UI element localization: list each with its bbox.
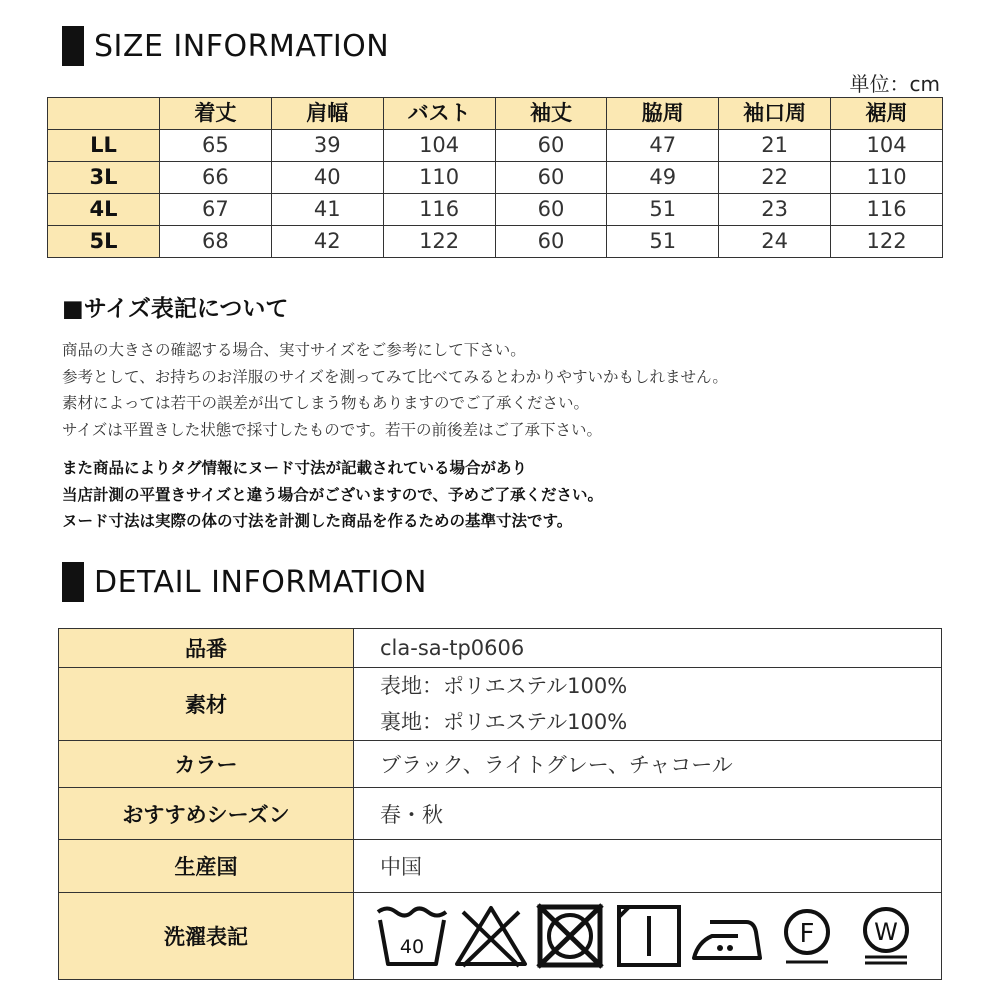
size-cell: 104 (831, 130, 943, 162)
size-header-cell: バスト (383, 98, 495, 130)
table-row (59, 741, 942, 788)
size-cell: 66 (160, 162, 272, 194)
section-marker (62, 562, 84, 602)
size-cell: 49 (607, 162, 719, 194)
size-cell: 65 (160, 130, 272, 162)
size-label: 3L (48, 162, 160, 194)
table-row (48, 130, 943, 162)
table-row (59, 840, 942, 893)
table-row (59, 788, 942, 840)
size-header-cell: 裾周 (831, 98, 943, 130)
table-row (48, 162, 943, 194)
note-bold-line: 当店計測の平置きサイズと違う場合がございますので、予めご了承ください。 (62, 485, 603, 504)
size-cell: 40 (271, 162, 383, 194)
size-cell: 110 (831, 162, 943, 194)
size-cell: 116 (831, 194, 943, 226)
wet-clean-letter: W (874, 918, 898, 946)
note-line: 素材によっては若干の誤差が出てしまう物もありますのでご了承ください。 (62, 394, 590, 412)
size-cell: 122 (383, 226, 495, 258)
season-label: おすすめシーズン (59, 788, 354, 840)
size-cell: 60 (495, 162, 607, 194)
no-bleach-icon (453, 902, 529, 970)
size-cell: 51 (607, 226, 719, 258)
product-number-label: 品番 (59, 629, 354, 668)
note-bold-line: ヌード寸法は実際の体の寸法を計測した商品を作るための基準寸法です。 (62, 512, 573, 530)
table-row (48, 194, 943, 226)
size-cell: 116 (383, 194, 495, 226)
size-header-cell: 袖丈 (495, 98, 607, 130)
size-cell: 22 (719, 162, 831, 194)
dry-clean-letter: F (799, 919, 815, 949)
size-notes (62, 337, 728, 443)
season-value: 春・秋 (354, 788, 942, 840)
dry-clean-f-icon (769, 902, 845, 970)
table-row (59, 629, 942, 668)
size-cell: 122 (831, 226, 943, 258)
iron-low-icon (690, 902, 766, 970)
color-label: カラー (59, 741, 354, 788)
size-cell: 42 (271, 226, 383, 258)
wash-temp-text: 40 (399, 936, 425, 958)
detail-section-header (62, 562, 427, 602)
size-cell: 60 (495, 130, 607, 162)
table-row (48, 226, 943, 258)
wash-40-icon (374, 902, 450, 970)
origin-value: 中国 (354, 840, 942, 893)
size-header-cell: 袖口周 (719, 98, 831, 130)
material-label: 素材 (59, 668, 354, 741)
size-label: LL (48, 130, 160, 162)
size-cell: 104 (383, 130, 495, 162)
size-cell: 68 (160, 226, 272, 258)
note-line: 商品の大きさの確認する場合、実寸サイズをご参考にして下さい。 (62, 341, 526, 359)
note-line: サイズは平置きした状態で採寸したものです。若干の前後差はご了承下さい。 (62, 420, 603, 439)
size-section-header (62, 26, 389, 66)
size-cell: 47 (607, 130, 719, 162)
size-header-cell: 脇周 (607, 98, 719, 130)
material-lining: 裏地：ポリエステル100% (380, 710, 628, 734)
size-cell: 110 (383, 162, 495, 194)
no-tumble-dry-icon (532, 902, 608, 970)
product-number-value: cla-sa-tp0606 (354, 629, 942, 668)
table-row (59, 668, 942, 741)
color-value: ブラック、ライトグレー、チャコール (354, 741, 942, 788)
section-marker (62, 26, 84, 66)
size-cell: 24 (719, 226, 831, 258)
size-label: 4L (48, 194, 160, 226)
material-outer: 表地：ポリエステル100% (380, 674, 628, 698)
size-cell: 23 (719, 194, 831, 226)
size-table-header-row (48, 98, 943, 130)
detail-table (58, 628, 942, 980)
table-row (59, 893, 942, 980)
nude-size-notes (62, 455, 603, 535)
unit-label: 単位：cm (849, 72, 940, 96)
size-header-cell: 着丈 (160, 98, 272, 130)
note-bold-line: また商品によりタグ情報にヌード寸法が記載されている場合があり (62, 459, 528, 477)
detail-section-title: DETAIL INFORMATION (94, 564, 427, 600)
material-value (354, 668, 942, 741)
size-notes-title: ■サイズ表記について (62, 296, 289, 322)
size-label: 5L (48, 226, 160, 258)
size-cell: 60 (495, 226, 607, 258)
size-cell: 39 (271, 130, 383, 162)
size-cell: 51 (607, 194, 719, 226)
size-cell: 60 (495, 194, 607, 226)
size-table (47, 97, 943, 258)
care-label: 洗濯表記 (59, 893, 354, 980)
size-cell: 21 (719, 130, 831, 162)
wet-clean-w-icon (848, 902, 924, 970)
note-line: 参考として、お持ちのお洋服のサイズを測ってみて比べてみるとわかりやすいかもしれません。 (62, 367, 728, 386)
care-icons-cell (354, 893, 942, 980)
size-header-corner (48, 98, 160, 130)
size-cell: 67 (160, 194, 272, 226)
origin-label: 生産国 (59, 840, 354, 893)
size-cell: 41 (271, 194, 383, 226)
care-icons (374, 902, 941, 970)
size-section-title: SIZE INFORMATION (94, 28, 390, 64)
drip-dry-icon (611, 902, 687, 970)
size-header-cell: 肩幅 (271, 98, 383, 130)
